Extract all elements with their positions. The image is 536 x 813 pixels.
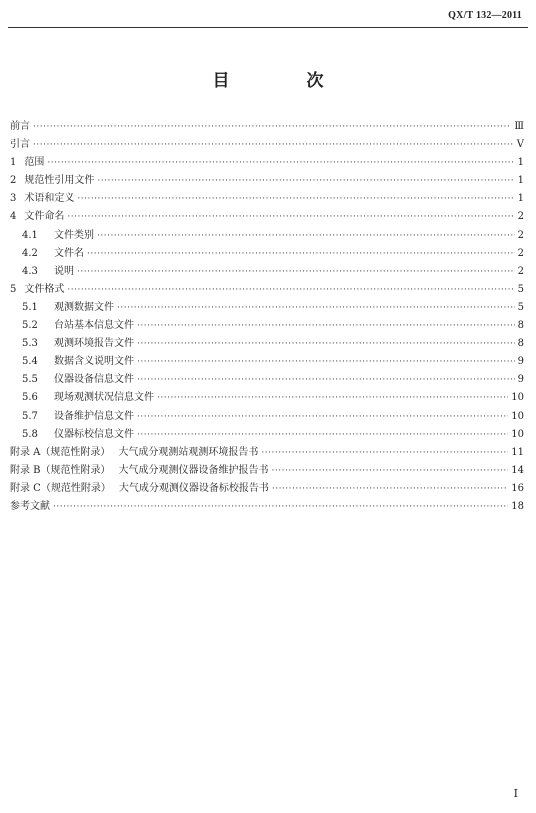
- toc-entry[interactable]: [10, 480, 524, 498]
- toc-entry-page: 1: [517, 175, 524, 187]
- toc-entry[interactable]: [10, 353, 524, 371]
- toc-entry[interactable]: [10, 245, 524, 263]
- toc-entry-number: 附录 C（规范性附录）: [10, 482, 111, 494]
- toc-entry-title: 现场观测状况信息文件: [54, 392, 154, 404]
- dot-leader: [137, 371, 515, 389]
- toc-entry-number: 2: [10, 175, 17, 187]
- toc-entry-number: 5.5: [22, 374, 38, 386]
- toc-entry-page: 2: [517, 211, 524, 223]
- toc-entry[interactable]: [10, 208, 524, 226]
- toc-entry-title: 观测环境报告文件: [54, 338, 134, 350]
- toc-entry-title: 术语和定义: [24, 193, 75, 205]
- toc-entry-number: 5.4: [22, 356, 38, 368]
- toc-entry-number: 5.7: [22, 410, 38, 422]
- toc-entry-title: 范围: [24, 157, 45, 169]
- toc-entry-number: 5.8: [22, 428, 38, 440]
- toc-entry-number: 5.1: [22, 301, 38, 313]
- toc-entry-page: 11: [511, 446, 524, 458]
- page-number: Ⅰ: [513, 787, 518, 800]
- dot-leader: [137, 408, 508, 426]
- dot-leader: [137, 317, 515, 335]
- dot-leader: [67, 281, 514, 299]
- toc-entry[interactable]: [10, 335, 524, 353]
- dot-leader: [77, 263, 515, 281]
- dot-leader: [47, 154, 514, 172]
- toc-entry-title: 引言: [10, 139, 30, 151]
- toc-entry[interactable]: [10, 281, 524, 299]
- dot-leader: [33, 118, 511, 136]
- dot-leader: [137, 426, 508, 444]
- toc-entry-title: 文件命名: [24, 211, 65, 223]
- toc-entry[interactable]: [10, 263, 524, 281]
- toc-entry-page: 8: [517, 320, 524, 332]
- toc-entry[interactable]: [10, 426, 524, 444]
- toc-entry-title: 前言: [10, 121, 30, 132]
- toc-entry[interactable]: [10, 498, 524, 516]
- dot-leader: [33, 136, 514, 154]
- toc-entry-page: 2: [517, 247, 524, 259]
- toc-entry-title: 观测数据文件: [54, 301, 114, 313]
- toc-entry-page: 2: [517, 265, 524, 277]
- toc-entry[interactable]: [10, 172, 524, 190]
- toc-entry[interactable]: [10, 462, 524, 480]
- toc-entry-number: 4.2: [22, 247, 38, 259]
- toc-entry-number: 4.1: [22, 229, 38, 241]
- toc-entry[interactable]: [10, 389, 524, 407]
- toc-entry[interactable]: [10, 444, 524, 462]
- toc-entry[interactable]: [10, 408, 524, 426]
- toc-entry-title: 文件格式: [24, 283, 65, 295]
- toc-entry-page: 9: [517, 374, 524, 386]
- dot-leader: [97, 227, 515, 245]
- page-title: 目 次: [212, 71, 354, 91]
- toc-entry-number: 附录 B（规范性附录）: [10, 464, 111, 476]
- dot-leader: [53, 498, 508, 516]
- toc-entry[interactable]: [10, 118, 524, 136]
- toc-entry-title: 大气成分观测仪器设备维护报告书: [118, 464, 269, 476]
- toc-entry-page: 8: [517, 338, 524, 350]
- toc-entry-title: 文件名: [54, 247, 84, 259]
- toc-entry-title: 大气成分观测仪器设备标校报告书: [118, 482, 269, 494]
- toc-entry-title: 设备维护信息文件: [54, 410, 134, 422]
- toc-entry-number: 5.3: [22, 338, 38, 350]
- toc-entry[interactable]: [10, 227, 524, 245]
- toc-entry[interactable]: [10, 190, 524, 208]
- toc-entry-page: Ⅲ: [514, 121, 524, 132]
- toc-entry-page: 9: [517, 356, 524, 368]
- dot-leader: [117, 299, 515, 317]
- toc-entry[interactable]: [10, 371, 524, 389]
- toc-entry-number: 5.2: [22, 320, 38, 332]
- toc-entry-title: 规范性引用文件: [24, 175, 95, 187]
- toc-entry-title: 文件类别: [54, 229, 94, 241]
- toc-entry-page: 1: [517, 157, 524, 169]
- toc-entry-number: 4: [10, 211, 17, 223]
- toc-entry-page: 18: [511, 500, 524, 512]
- toc-entry-number: 4.3: [22, 265, 38, 277]
- toc-entry-title: 仪器设备信息文件: [54, 374, 134, 386]
- toc-entry-title: 台站基本信息文件: [54, 320, 134, 332]
- dot-leader: [272, 480, 508, 498]
- toc-entry-title: 大气成分观测站观测环境报告书: [118, 446, 259, 458]
- toc-entry[interactable]: [10, 317, 524, 335]
- toc-entry-title: 说明: [54, 265, 74, 277]
- toc-entry-page: 2: [517, 229, 524, 241]
- toc-entry[interactable]: [10, 299, 524, 317]
- table-of-contents: [10, 118, 524, 516]
- toc-entry-number: 附录 A（规范性附录）: [10, 446, 111, 458]
- toc-entry-number: 5.6: [22, 392, 38, 404]
- toc-entry-page: 5: [517, 301, 524, 313]
- toc-entry-number: 1: [10, 157, 17, 169]
- toc-entry-title: 数据含义说明文件: [54, 356, 134, 368]
- toc-entry-page: 10: [511, 392, 524, 404]
- toc-entry-number: 5: [10, 283, 17, 295]
- toc-entry-page: 16: [511, 482, 524, 494]
- toc-entry[interactable]: [10, 154, 524, 172]
- header-rule: [8, 27, 528, 28]
- toc-entry[interactable]: [10, 136, 524, 154]
- toc-entry-page: 14: [511, 464, 524, 476]
- toc-entry-page: Ⅴ: [516, 139, 524, 151]
- toc-entry-title: 仪器标校信息文件: [54, 428, 134, 440]
- toc-entry-page: 10: [511, 428, 524, 440]
- dot-leader: [87, 245, 515, 263]
- toc-entry-page: 1: [517, 193, 524, 205]
- toc-entry-page: 10: [511, 410, 524, 422]
- toc-entry-title: 参考文献: [10, 500, 50, 512]
- dot-leader: [272, 462, 509, 480]
- toc-entry-number: 3: [10, 193, 17, 205]
- dot-leader: [67, 208, 514, 226]
- dot-leader: [157, 389, 508, 407]
- dot-leader: [97, 172, 514, 190]
- dot-leader: [77, 190, 514, 208]
- standard-code: QX/T 132—2011: [448, 10, 522, 21]
- dot-leader: [261, 444, 508, 462]
- toc-entry-page: 5: [517, 283, 524, 295]
- dot-leader: [137, 353, 515, 371]
- dot-leader: [137, 335, 515, 353]
